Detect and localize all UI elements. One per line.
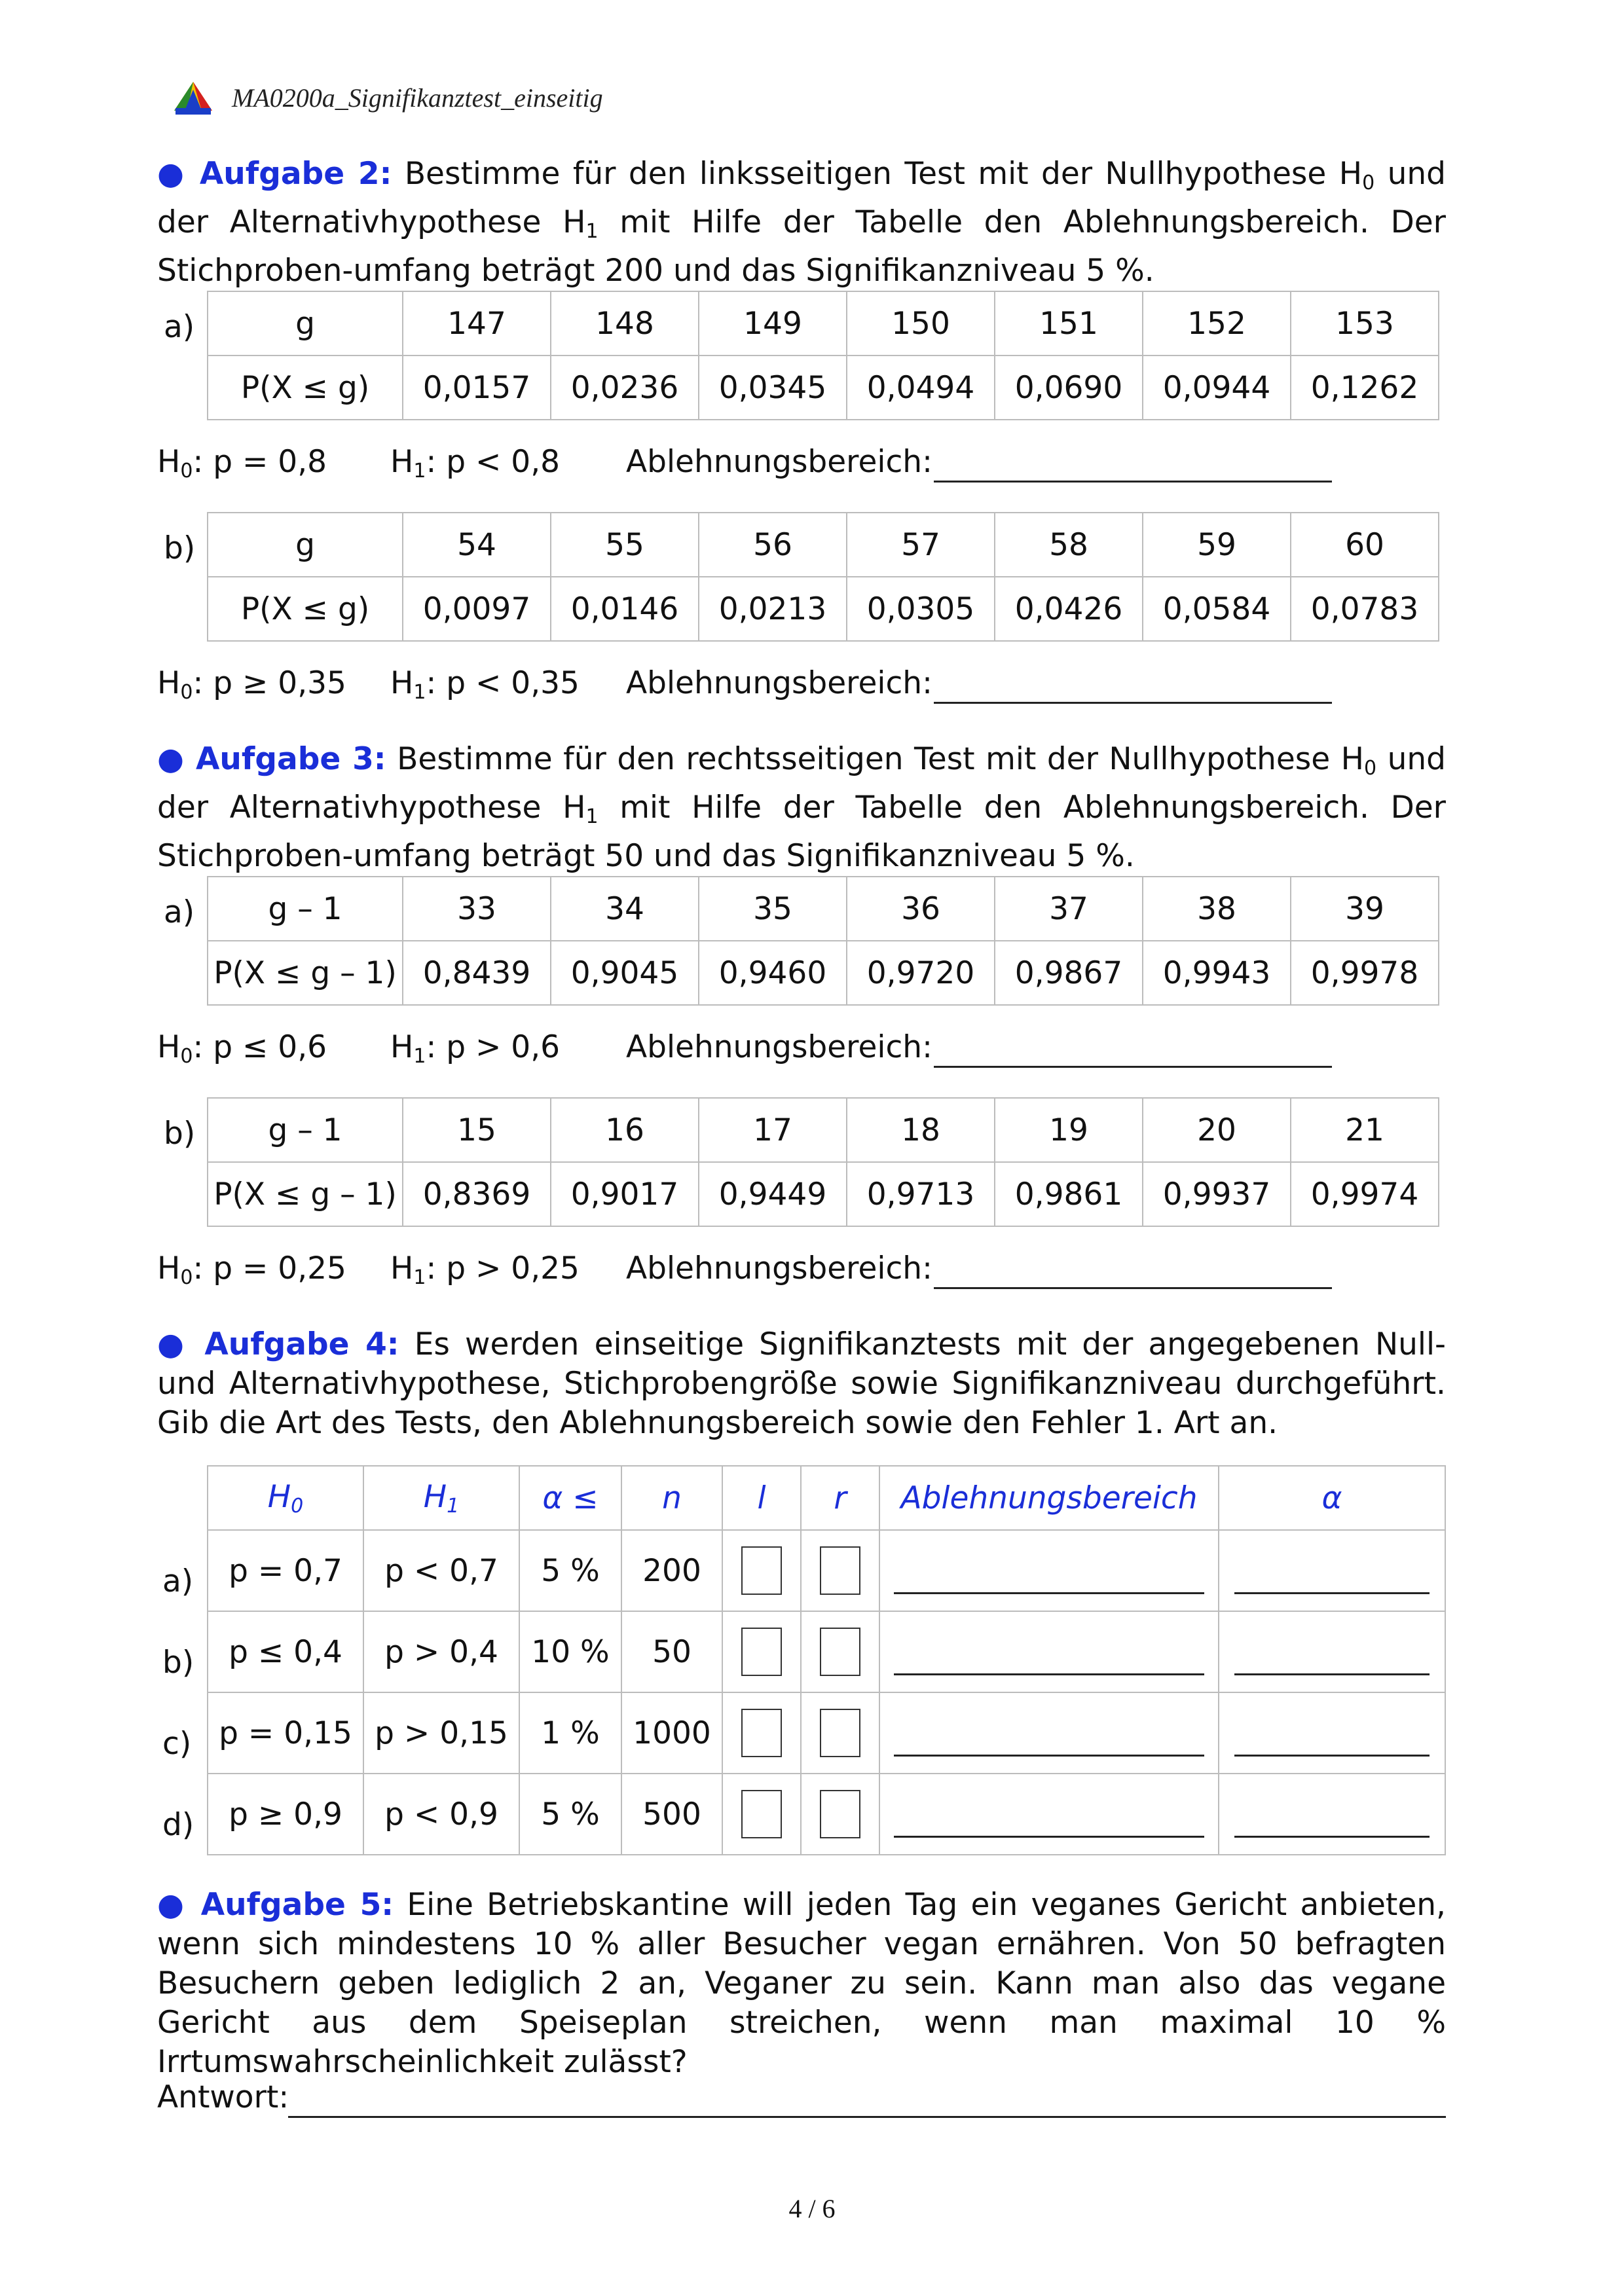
worksheet-page: MA0200a_Signifikanztest_einseitig ● Aufgabe 2: Bestimme für den linksseitigen Test mit der Nullhypothese $H_0$ und der Alternativhypothese $H_1$ mit Hilfe der Tabelle den Ablehnungsbereich. Der Stichproben-umfang beträgt 200 und das Signifikanzniveau 5 %. a) g 147 148 149 150 151 152 153 P(X ≤ g) 0,0157 0,0236 0,0345 0,0494 0,0690 0,0944 0,1262 $H_0$: p = 0,8 $H_1$: p < 0,8 Ablehnungsbereich: b) g 54 55 56 57 58 59 60 P(X ≤ g) 0,0097 0,0146 0,0213 0,0305 0,0426 0,0584 0,0783 $H_0$: p ≥ 0,35 $H_1$: p < 0,35 Ablehnungsbereich: ● Aufgabe 3: Bestimme für den rechtsseitigen Test mit der Nullhypothese $H_0$ und der Alternativhypothese $H_1$ mit Hilfe der Tabelle den Ablehnungsbereich. Der Stichproben-umfang beträgt 50 und das Signifikanzniveau 5 %. a) g – 1 33 34 35 36 37 38 39 P(X ≤ g – 1) 0,8439 0,9045 0,9460 0,9720 0,9867 0,9943 0,9978 $H_0$: p ≤ 0,6 $H_1$: p > 0,6 Ablehnungsbereich: b) g – 1 15 16 17 18 19 20 21 P(X ≤ g – 1) 0,8369 0,9017 0,9449 0,9713 0,9861 0,9937 0,9974 $H_0$: p = 0,25 $H_1$: p > 0,25 Ablehnungsbereich: ● Aufgabe 4: Es werden einseitige Signifikanztests mit der angegebenen Null- und Alternativhypothese, Stichprobengröße sowie Signifikanzniveau durchgeführt. Gib die Art des Tests, den Ablehnungsbereich sowie den Fehler 1. Art an. a) b) c) d) $H_0$ $H_1$ α ≤ n l r Ablehnungsbereich α p = 0,7 p < 0,7 5 % 200 p ≤ 0,4 p > 0,4 10 % 50 p = 0,15 p > 0,15 1 % 1000 p ≥ 0,9 p < 0,9 5 % 500 ● Aufgabe 5: Eine Betriebskantine will jeden Tag ein veganes Gericht anbieten, wenn sich mindestens 10 % aller Besucher vegan ernähren. Von 50 befragten Besuchern geben lediglich 2 an, Veganer zu sein. Kann man also das vegane Gericht aus dem Speiseplan streichen, wenn man maximal 10 % Irrtumswahrscheinlichkeit zulässt? Antwort: 4 / 6 [0,0,1624,2296]
right-test-checkbox[interactable] [820,1709,860,1757]
task-2-text: ● Aufgabe 2: Bestimme für den linksseitigen Test mit der Nullhypothese $H_0$ und der Alternativhypothese $H_1$ mit Hilfe der Tabelle den Ablehnungsbereich. Der Stichproben-umfang beträgt 200 und das Signifikanzniveau 5 %. [157,156,1447,289]
left-test-checkbox[interactable] [741,1709,782,1757]
table-row: g – 1 33 34 35 36 37 38 39 [208,877,1439,941]
task-3b-table [207,1097,1439,1227]
table-row: g 54 55 56 57 58 59 60 [208,513,1439,577]
answer-line[interactable] [934,702,1332,704]
task-3a-table [207,876,1439,1006]
bullet-icon: ● [157,156,187,192]
table-row: p = 0,15 p > 0,15 1 % 1000 [208,1692,1445,1774]
bullet-icon: ● [157,741,185,777]
answer-line[interactable] [934,481,1332,483]
task-2a-table [207,291,1439,420]
alpha-field[interactable] [1234,1836,1430,1838]
table-header-row: $H_0$ $H_1$ α ≤ n l r Ablehnungsbereich α [208,1466,1445,1530]
task-4c-label: c) [162,1726,192,1762]
answer-line[interactable] [934,1066,1332,1068]
table-row: p ≤ 0,4 p > 0,4 10 % 50 [208,1611,1445,1692]
left-test-checkbox[interactable] [741,1790,782,1838]
left-test-checkbox[interactable] [741,1628,782,1676]
alpha-field[interactable] [1234,1592,1430,1594]
answer-field[interactable] [288,2116,1446,2118]
table-row: P(X ≤ g – 1) 0,8369 0,9017 0,9449 0,9713 0,9861 0,9937 0,9974 [208,1162,1439,1226]
document-title: MA0200a_Signifikanztest_einseitig [232,82,603,113]
ablehnungsbereich-field[interactable] [894,1755,1204,1757]
table-row: g – 1 15 16 17 18 19 20 21 [208,1098,1439,1162]
table-row: p ≥ 0,9 p < 0,9 5 % 500 [208,1774,1445,1855]
bullet-icon: ● [157,1326,190,1362]
header [172,75,603,120]
task-3b-label: b) [164,1116,196,1152]
right-test-checkbox[interactable] [820,1790,860,1838]
table-row: P(X ≤ g) 0,0097 0,0146 0,0213 0,0305 0,0426 0,0584 0,0783 [208,577,1439,641]
bullet-icon: ● [157,1887,188,1923]
task-4b-label: b) [162,1645,194,1681]
task-4-table [207,1465,1446,1855]
task-3a-label: a) [164,894,195,930]
task-5-answer: Antwort: [157,2079,289,2115]
ablehnungsbereich-field[interactable] [894,1592,1204,1594]
table-row: g 147 148 149 150 151 152 153 [208,291,1439,355]
task-2b-label: b) [164,530,196,566]
table-row: P(X ≤ g – 1) 0,8439 0,9045 0,9460 0,9720 0,9867 0,9943 0,9978 [208,941,1439,1005]
page-number: 4 / 6 [788,2194,836,2223]
task-5-text: ● Aufgabe 5: Eine Betriebskantine will jeden Tag ein veganes Gericht anbieten, wenn sich mindestens 10 % aller Besucher vegan ernähren. Von 50 befragten Besuchern geben lediglich 2 an, Veganer zu sein. Kann man also das vegane Gericht aus dem Speiseplan streichen, wenn man maximal 10 % Irrtumswahrscheinlichkeit zulässt? [157,1887,1446,2080]
task-4-text: ● Aufgabe 4: Es werden einseitige Signifikanztests mit der angegebenen Null- und Alternativhypothese, Stichprobengröße sowie Signifikanzniveau durchgeführt. Gib die Art des Tests, den Ablehnungsbereich sowie den Fehler 1. Art an. [157,1326,1446,1441]
table-row: P(X ≤ g) 0,0157 0,0236 0,0345 0,0494 0,0690 0,0944 0,1262 [208,355,1439,420]
logo-icon [172,79,215,116]
answer-line[interactable] [934,1287,1332,1289]
right-test-checkbox[interactable] [820,1546,860,1595]
task-2-heading: Aufgabe 2: [199,156,392,192]
task-2b-table [207,512,1439,642]
left-test-checkbox[interactable] [741,1546,782,1595]
alpha-field[interactable] [1234,1673,1430,1675]
table-row: p = 0,7 p < 0,7 5 % 200 [208,1530,1445,1611]
ablehnungsbereich-field[interactable] [894,1673,1204,1675]
task-5-heading: Aufgabe 5: [200,1887,394,1923]
task-2a-label: a) [164,309,195,345]
task-4-heading: Aufgabe 4: [204,1326,399,1362]
alpha-field[interactable] [1234,1755,1430,1757]
right-test-checkbox[interactable] [820,1628,860,1676]
task-4a-label: a) [162,1563,194,1599]
task-3-text: ● Aufgabe 3: Bestimme für den rechtsseitigen Test mit der Nullhypothese $H_0$ und der Alternativhypothese $H_1$ mit Hilfe der Tabelle den Ablehnungsbereich. Der Stichproben-umfang beträgt 50 und das Signifikanzniveau 5 %. [157,741,1447,874]
task-4d-label: d) [162,1807,194,1843]
task-3-heading: Aufgabe 3: [196,741,386,777]
ablehnungsbereich-field[interactable] [894,1836,1204,1838]
